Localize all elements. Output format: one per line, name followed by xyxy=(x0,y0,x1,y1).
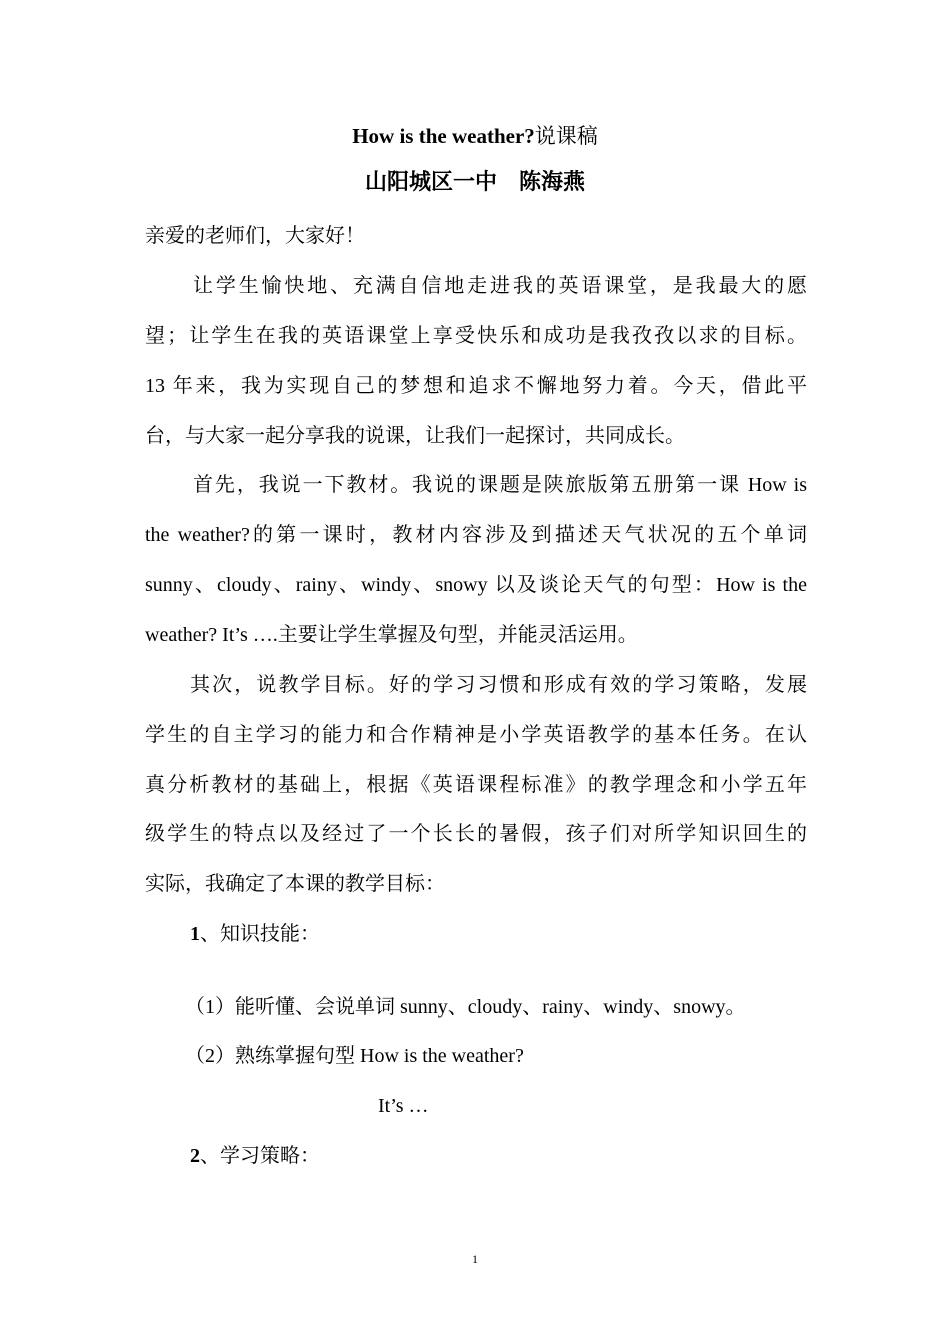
document-title xyxy=(0,122,950,150)
paragraph2-line4: weather? It’s ….主要让学生掌握及句型，并能灵活运用。 xyxy=(145,624,638,646)
paragraph2-line2: the weather?的第一课时，教材内容涉及到描述天气状况的五个单词 xyxy=(145,524,807,546)
paragraph1-line3: 13 年来，我为实现自己的梦想和追求不懈地努力着。今天，借此平 xyxy=(145,375,807,397)
paragraph2-line1: 首先，我说一下教材。我说的课题是陕旅版第五册第一课 How is xyxy=(193,474,807,496)
paragraph1-line4: 台，与大家一起分享我的说课，让我们一起探讨，共同成长。 xyxy=(145,425,685,447)
title-english: How is the weather? xyxy=(352,124,535,148)
section1-label: 、知识技能： xyxy=(200,923,320,945)
section1-heading xyxy=(190,920,590,948)
paragraph3-line5: 实际，我确定了本课的教学目标： xyxy=(145,873,445,895)
objective-item-1: （1）能听懂、会说单词 sunny、cloudy、rainy、windy、snowy。 xyxy=(185,996,746,1018)
section1-number: 1 xyxy=(190,923,200,945)
page-number: 1 xyxy=(472,1252,478,1266)
section2-label: 、学习策略： xyxy=(200,1145,320,1167)
paragraph2-line3: sunny、cloudy、rainy、windy、snowy 以及谈论天气的句型：How is the xyxy=(145,574,807,596)
paragraph3-line1: 其次，说教学目标。好的学习习惯和形成有效的学习策略，发展 xyxy=(190,674,807,696)
objective-item-2: （2）熟练掌握句型 How is the weather? xyxy=(185,1045,524,1067)
paragraph1-line1: 让学生愉快地、充满自信地走进我的英语课堂，是我最大的愿 xyxy=(193,275,807,297)
paragraph3-line3: 真分析教材的基础上，根据《英语课程标准》的教学理念和小学五年 xyxy=(145,774,807,796)
paragraph3-line4: 级学生的特点以及经过了一个长长的暑假，孩子们对所学知识回生的 xyxy=(145,823,807,845)
section2-number: 2 xyxy=(190,1145,200,1167)
author-line: 山阳城区一中 陈海燕 xyxy=(364,170,585,195)
greeting: 亲爱的老师们，大家好！ xyxy=(145,225,365,247)
section2-heading xyxy=(190,1142,590,1170)
paragraph3-line2: 学生的自主学习的能力和合作精神是小学英语教学的基本任务。在认 xyxy=(145,724,807,746)
paragraph1-line2: 望；让学生在我的英语课堂上享受快乐和成功是我孜孜以求的目标。 xyxy=(145,325,807,347)
objective-item-2-answer: It’s … xyxy=(378,1095,429,1117)
title-chinese: 说课稿 xyxy=(534,124,598,148)
